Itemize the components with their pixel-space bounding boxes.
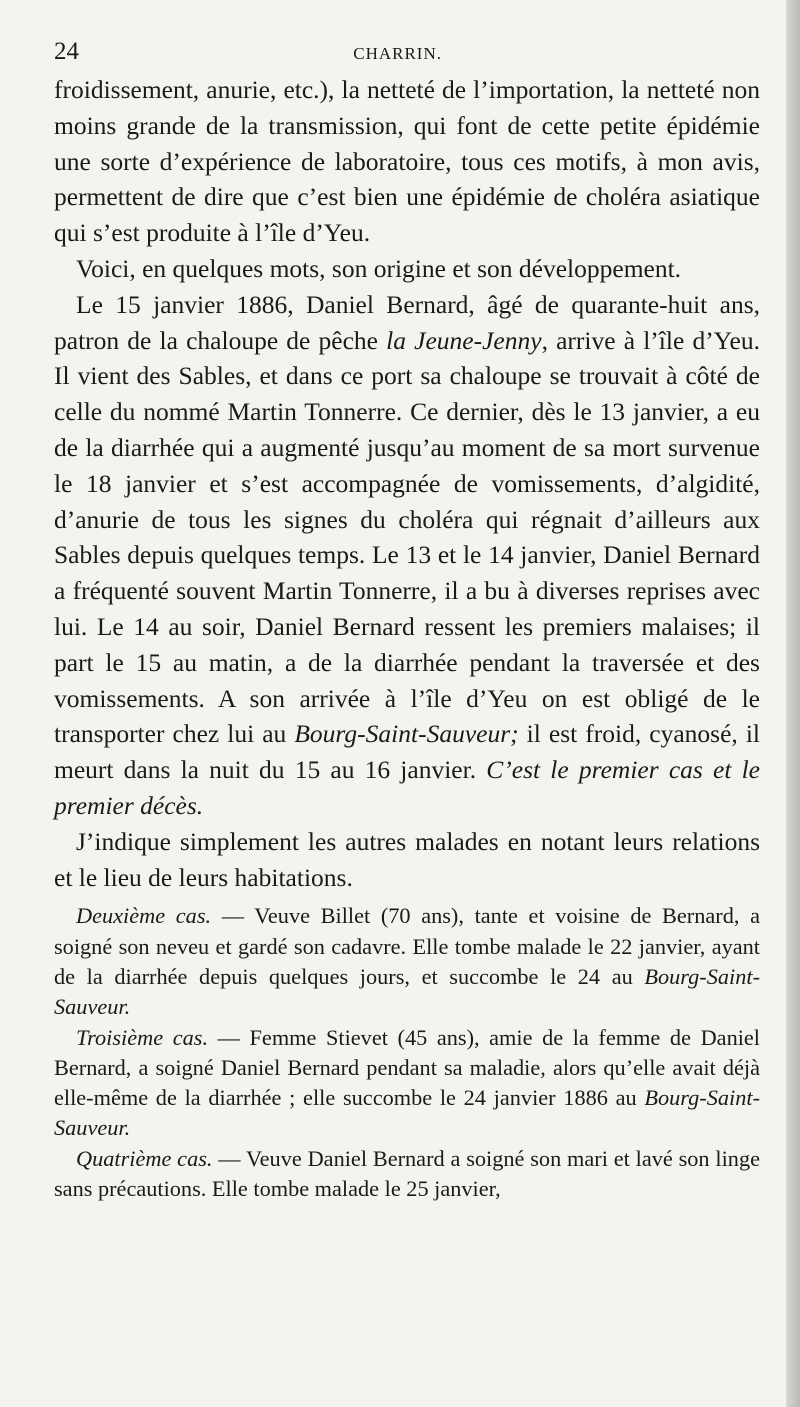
- first-case-text-a: Le 15 janvier 1886, Daniel Bernard, âgé de quarante-huit ans, patron de la chaloupe de pêche: [54, 289, 760, 355]
- case-two-text: — Veuve Billet (70 ans), tante et voisine de Bernard, a soigné son neveu et gardé son cadavre. Elle tombe malade le 22 janvier, ayant de la diarrhée depuis quelques jours, et succombe le 24 au: [54, 903, 760, 989]
- paragraph-origin-intro: Voici, en quelques mots, son origine et son développement.: [76, 253, 682, 283]
- case-three-label: Troisième cas.: [76, 1024, 209, 1050]
- page-edge-shadow: [786, 0, 800, 1407]
- first-case-emphasis: C’est le premier cas et le premier décès.: [54, 755, 760, 820]
- case-four-label: Quatrième cas.: [76, 1145, 213, 1171]
- first-case-text-c: il est froid, cyanosé, il meurt dans la nuit du 15 au 16 janvier.: [54, 719, 760, 785]
- place-name: Bourg-Saint-Sauveur;: [294, 719, 519, 749]
- paragraph-continuation: froidissement, anurie, etc.), la netteté de l’importation, la netteté non moins grande de la transmission, qui font de cette petite épidémie une sorte d’expérience de laboratoire, tous ces motifs, à mon avis, permettent de dire que c’est bien une épidémie de choléra asiatique qui s’est produite à l’île d’Yeu.: [54, 75, 760, 248]
- book-page: [54, 38, 760, 1204]
- running-title: CHARRIN.: [353, 44, 442, 63]
- boat-name: la Jeune-Jenny: [386, 325, 542, 355]
- case-four-text: — Veuve Daniel Bernard a soigné son mari et lavé son linge sans précautions. Elle tombe malade le 25 janvier,: [54, 1145, 760, 1201]
- case-three: [54, 1023, 760, 1144]
- paragraph-first-case: [54, 287, 760, 824]
- main-text: [54, 72, 760, 895]
- running-head: [54, 38, 760, 72]
- case-four: [54, 1144, 760, 1205]
- case-three-text: — Femme Stievet (45 ans), amie de la femme de Daniel Bernard, a soigné Daniel Bernard pendant sa maladie, alors qu’elle avait déjà elle-même de la diarrhée ; elle succombe le 24 janvier 1886 au: [54, 1024, 761, 1111]
- paragraph-other-patients: J’indique simplement les autres malades en notant leurs relations et le lieu de leurs habitations.: [54, 826, 760, 892]
- case-two: [54, 901, 760, 1022]
- first-case-text-b: , arrive à l’île d’Yeu. Il vient des Sables, et dans ce port sa chaloupe se trouvait à côté de celle du nommé Martin Tonnerre. Ce dernier, dès le 13 janvier, a eu de la diarrhée qui a augmenté jusqu’au moment de sa mort survenue le 18 janvier et s’est accompagnée de vomissements, d’algidité, d’anurie de tous les signes du choléra qui régnait d’ailleurs aux Sables depuis quelques temps. Le 13 et le 14 janvier, Daniel Bernard a fréquenté souvent Martin Tonnerre, il a bu à diverses reprises avec lui. Le 14 au soir, Daniel Bernard ressent les premiers malaises; il part le 15 au matin, a de la diarrhée pendant la traversée et des vomissements. A son arrivée à l’île d’Yeu on est obligé de le transporter chez lui au: [54, 325, 760, 749]
- case-two-place: Bourg-Saint-Sauveur.: [54, 963, 760, 1020]
- case-two-label: Deuxième cas.: [76, 903, 212, 929]
- page-number: 24: [54, 38, 79, 65]
- case-list: [54, 901, 760, 1204]
- case-three-place: Bourg-Saint-Sauveur.: [54, 1085, 760, 1141]
